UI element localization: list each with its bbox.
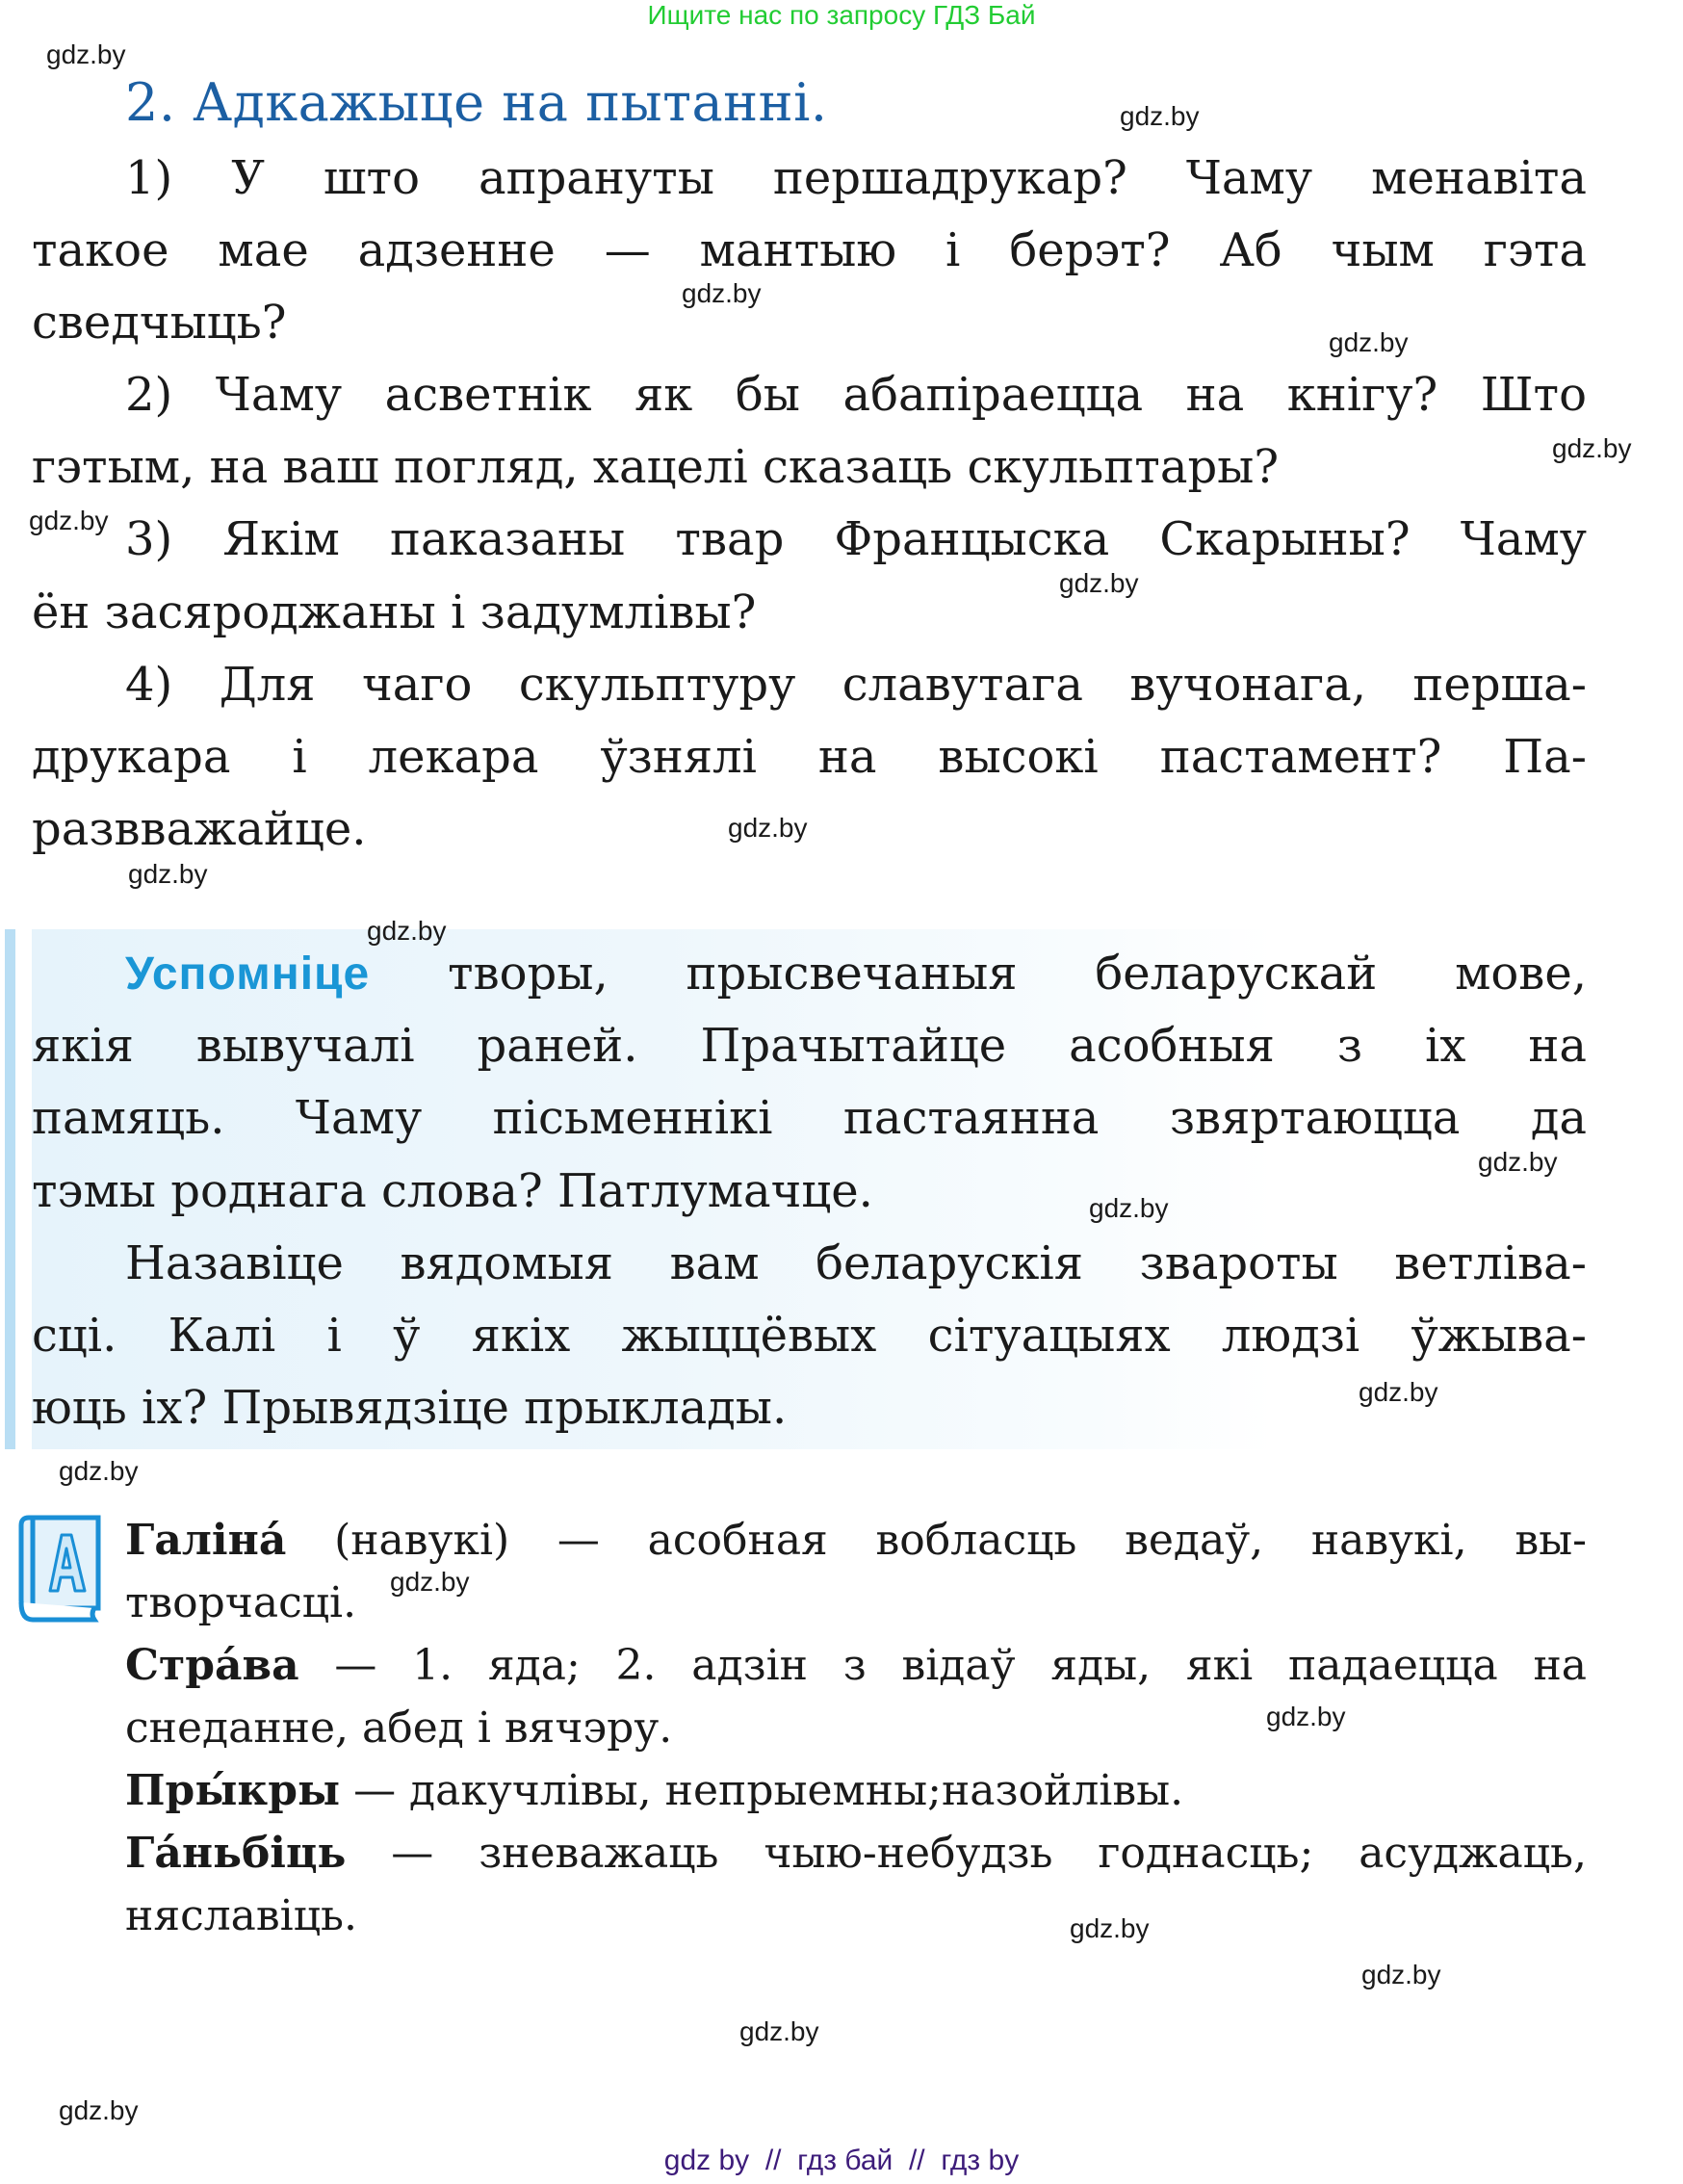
watermark-label: gdz.by [46,39,126,69]
watermark-label: gdz.by [1359,1377,1438,1407]
watermark-label: gdz.by [29,506,109,535]
dictionary-term: Пры́кры [125,1766,341,1815]
watermark-label: gdz.by [1329,327,1409,357]
dictionary-entry-2-line-1 [125,1634,1587,1697]
footer-links[interactable]: gdz by // гдз бай // гдз by [663,2145,1020,2176]
watermark-label: gdz.by [682,278,762,308]
remember-line-7: юць іх? Прывядзіце прыклады. [32,1381,788,1435]
question-1-line-1: 1) У што апрануты першадрукар? Чаму менавіта [125,151,1587,205]
watermark-label: gdz.by [1361,1960,1441,1989]
watermark-label: gdz.by [1059,568,1139,598]
remember-line-5: Назавіце вядомыя вам беларускія звароты ветліва- [125,1236,1587,1290]
dictionary-entry-2-line-2: снеданне, абед і вячэру. [125,1703,673,1753]
remember-line-1-text: творы, прысвечаныя беларускай мове, [370,947,1587,1001]
watermark-label: gdz.by [1266,1702,1346,1731]
remember-line-1 [32,938,1587,1010]
watermark-label: gdz.by [1552,433,1632,463]
watermark-label: gdz.by [367,916,447,946]
question-4-line-3: развважайце. [32,802,367,856]
dictionary-definition: — дакучлівы, непрыемны;назойлівы. [340,1766,1184,1815]
question-2-line-2: гэтым, на ваш погляд, хацелі сказаць скульптары? [32,440,1280,494]
search-banner[interactable]: Ищите нас по запросу ГДЗ Бай [647,0,1036,30]
watermark-label: gdz.by [1120,101,1200,131]
watermark-label: gdz.by [1478,1147,1558,1177]
watermark-label: gdz.by [390,1567,470,1597]
dictionary-definition: (навукі) — асобная вобласць ведаў, навукі, вы- [286,1516,1587,1565]
watermark-label: gdz.by [128,859,208,889]
dictionary-book-icon [15,1514,104,1627]
watermark-label: gdz.by [728,813,808,843]
question-1-line-3: сведчыць? [32,296,287,350]
remember-line-4: тэмы роднага слова? Патлумачце. [32,1164,873,1218]
watermark-label: gdz.by [59,1456,139,1486]
watermark-label: gdz.by [1089,1193,1169,1223]
remember-line-3: памяць. Чаму пісьменнікі пастаянна звяртаюцца да [32,1091,1587,1145]
dictionary-entry-1-line-2: творчасці. [125,1578,357,1627]
dictionary-definition: — 1. яда; 2. адзін з відаў яды, які падаецца на [298,1641,1587,1690]
watermark-label: gdz.by [739,2016,819,2046]
remember-line-2: якія вывучалі раней. Прачытайце асобныя з іх на [32,1019,1587,1073]
dictionary-entry-4-line-1 [125,1822,1587,1885]
dictionary-entry-1-line-1 [125,1509,1587,1572]
dictionary-term: Галіна́ [125,1516,287,1565]
exercise-heading: 2. Адкажыце на пытанні. [125,72,828,133]
dictionary-entry-3-line-1 [125,1759,1587,1822]
question-2-line-1: 2) Чаму асветнік як бы абапіраецца на кнігу? Што [125,368,1587,422]
remember-line-6: сці. Калі і ў якіх жыццёвых сітуацыях людзі ўжыва- [32,1309,1587,1363]
dictionary-entry-4-line-2: няславіць. [125,1891,357,1940]
dictionary-definition: — зневажаць чыю-небудзь годнасць; асуджаць, [346,1829,1587,1878]
remember-keyword: Успомніце [125,949,371,1000]
dictionary-term: Стра́ва [125,1641,299,1690]
question-4-line-2: друкара і лекара ўзнялі на высокі пастамент? Па- [32,730,1587,784]
watermark-label: gdz.by [59,2095,139,2125]
question-3-line-1: 3) Якім паказаны твар Францыска Скарыны? Чаму [125,512,1587,566]
question-3-line-2: ён засяроджаны і задумлівы? [32,585,757,639]
question-4-line-1: 4) Для чаго скульптуру славутага вучонага, перша- [125,658,1587,712]
watermark-label: gdz.by [1070,1913,1150,1943]
dictionary-term: Га́ньбіць [125,1829,347,1878]
remember-box-accent-bar [5,929,15,1449]
question-1-line-2: такое мае адзенне — мантыю і берэт? Аб чым гэта [32,223,1587,277]
